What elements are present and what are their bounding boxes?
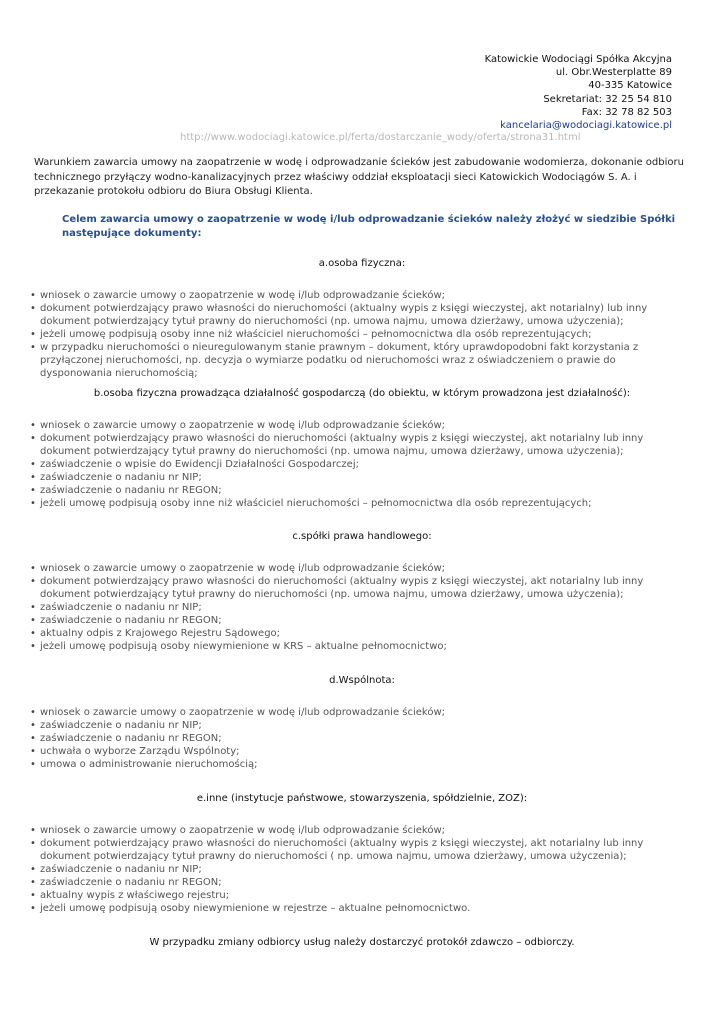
documents-required-heading: Celem zawarcia umowy o zaopatrzenie w wodę i/lub odprowadzanie ścieków należy złożyć w siedzibie Spółki następujące dokumenty: — [62, 214, 676, 239]
section-title-a: a.osoba fizyczna: — [318, 258, 406, 269]
list-item: • zaświadczenie o nadaniu nr NIP; — [30, 471, 690, 484]
list-item: • wniosek o zawarcie umowy o zaopatrzenie w wodę i/lub odprowadzanie ścieków; — [30, 824, 690, 837]
list-item: • dokument potwierdzający prawo własności do nieruchomości (aktualny wypis z księgi wieczystej, akt notarialny lub inny dokument potwierdzający tytuł prawny do nieruchomości (np. umowa najmu, umowa dzierżawy, umowa użyczenia); — [30, 432, 690, 458]
list-item: • zaświadczenie o nadaniu nr NIP; — [30, 719, 690, 732]
section-title-d: d.Wspólnota: — [329, 675, 395, 686]
section-list-b — [30, 419, 690, 510]
intro-paragraph: Warunkiem zawarcia umowy na zaopatrzenie w wodę i odprowadzanie ścieków jest zabudowanie wodomierza, dokonanie odbioru technicznego przyłączy wodno-kanalizacyjnych przez właściwy oddział eksploatacji sieci Katowickich Wodociągów S. A. i przekazanie protokołu odbioru do Biura Obsługi Klienta. — [34, 157, 684, 197]
company-email-link[interactable]: kancelaria@wodociagi.katowice.pl — [500, 120, 672, 132]
list-item: • aktualny odpis z Krajowego Rejestru Sądowego; — [30, 627, 690, 640]
company-name: Katowickie Wodociągi Spółka Akcyjna — [484, 54, 672, 65]
list-item: • jeżeli umowę podpisują osoby inne niż właściciel nieruchomości – pełnomocnictwa dla osób reprezentujących; — [30, 328, 690, 341]
list-item: • jeżeli umowę podpisują osoby inne niż właściciel nieruchomości – pełnomocnictwa dla osób reprezentujących; — [30, 497, 690, 510]
list-item: • umowa o administrowanie nieruchomością; — [30, 758, 690, 771]
section-list-d — [30, 706, 690, 771]
list-item: • dokument potwierdzający prawo własności do nieruchomości (aktualny wypis z księgi wieczystej, akt notarialny) lub inny dokument potwierdzający tytuł prawny do nieruchomości (np. umowa najmu, umowa dzierżawy, umowa użyczenia); — [30, 302, 690, 328]
list-item: • wniosek o zawarcie umowy o zaopatrzenie w wodę i/lub odprowadzanie ścieków; — [30, 562, 690, 575]
company-city: 40-335 Katowice — [588, 80, 672, 92]
list-item: • wniosek o zawarcie umowy o zaopatrzenie w wodę i/lub odprowadzanie ścieków; — [30, 289, 690, 302]
section-list-e — [30, 824, 690, 915]
company-fax: Fax: 32 78 82 503 — [581, 106, 672, 118]
company-street: ul. Obr.Westerplatte 89 — [555, 67, 672, 79]
list-item: • jeżeli umowę podpisują osoby niewymienione w rejestrze – aktualne pełnomocnictwo. — [30, 902, 690, 915]
section-title-b: b.osoba fizyczna prowadząca działalność gospodarczą (do obiektu, w którym prowadzona jest działalność): — [93, 388, 631, 399]
list-item: • zaświadczenie o nadaniu nr REGON; — [30, 614, 690, 627]
list-item: • zaświadczenie o nadaniu nr REGON; — [30, 732, 690, 745]
recipient-change-note: W przypadku zmiany odbiorcy usług należy dostarczyć protokół zdawczo – odbiorczy. — [149, 937, 575, 948]
section-list-c — [30, 562, 690, 653]
list-item: • jeżeli umowę podpisują osoby niewymienione w KRS – aktualne pełnomocnictwo; — [30, 640, 690, 653]
source-url: http://www.wodociagi.katowice.pl/ferta/dostarczanie_wody/oferta/strona31.html — [180, 132, 581, 143]
list-item: • w przypadku nieruchomości o nieuregulowanym stanie prawnym – dokument, który uprawdopodobni fakt korzystania z przyłączonej nieruchomości, np. decyzja o wymiarze podatku od nieruchomości wraz z oświadczeniem o prawie do dysponowania nieruchomością; — [30, 341, 690, 380]
list-item: • wniosek o zawarcie umowy o zaopatrzenie w wodę i/lub odprowadzanie ścieków; — [30, 706, 690, 719]
list-item: • zaświadczenie o nadaniu nr REGON; — [30, 876, 690, 889]
list-item: • uchwała o wyborze Zarządu Wspólnoty; — [30, 745, 690, 758]
list-item: • zaświadczenie o wpisie do Ewidencji Działalności Gospodarczej; — [30, 458, 690, 471]
list-item: • aktualny wypis z właściwego rejestru; — [30, 889, 690, 902]
list-item: • zaświadczenie o nadaniu nr NIP; — [30, 601, 690, 614]
section-title-c: c.spółki prawa handlowego: — [292, 531, 432, 542]
list-item: • wniosek o zawarcie umowy o zaopatrzenie w wodę i/lub odprowadzanie ścieków; — [30, 419, 690, 432]
list-item: • dokument potwierdzający prawo własności do nieruchomości (aktualny wypis z księgi wieczystej, akt notarialny lub inny dokument potwierdzający tytuł prawny do nieruchomości (np. umowa najmu, umowa dzierżawy, umowa użyczenia); — [30, 575, 690, 601]
company-header — [485, 53, 672, 132]
list-item: • zaświadczenie o nadaniu nr REGON; — [30, 484, 690, 497]
company-secretariat-phone: Sekretariat: 32 25 54 810 — [543, 93, 672, 105]
list-item: • zaświadczenie o nadaniu nr NIP; — [30, 863, 690, 876]
list-item: • dokument potwierdzający prawo własności do nieruchomości (aktualny wypis z księgi wieczystej, akt notarialny lub inny dokument potwierdzający tytuł prawny do nieruchomości ( np. umowa najmu, umowa dzierżawy, umowa użyczenia); — [30, 837, 690, 863]
section-title-e: e.inne (instytucje państwowe, stowarzyszenia, spółdzielnie, ZOZ): — [196, 793, 528, 804]
section-list-a — [30, 289, 690, 380]
